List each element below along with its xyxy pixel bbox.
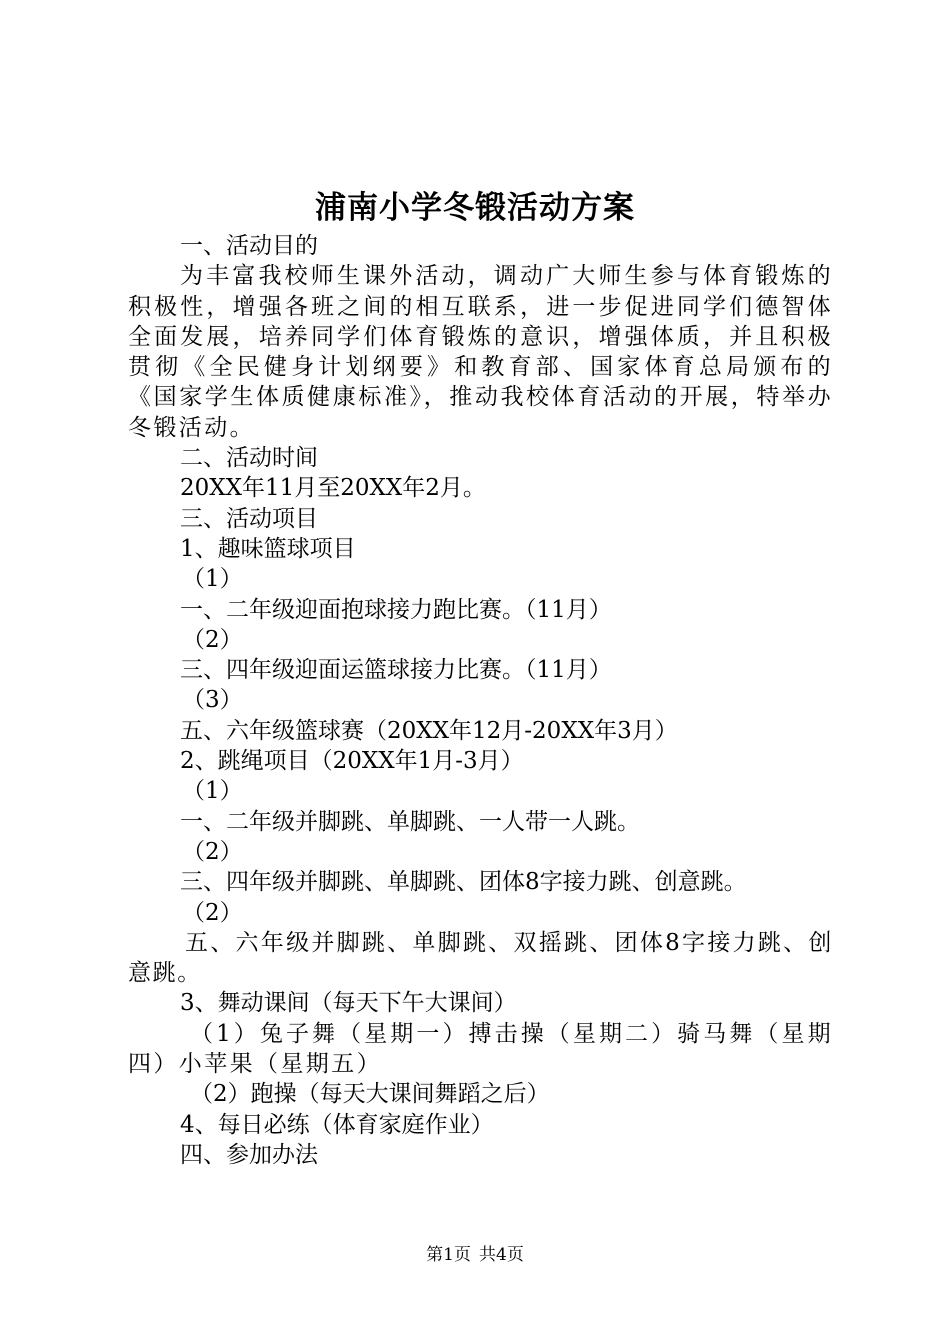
sub-item-text: 三、四年级并脚跳、单脚跳、团体8字接力跳、创意跳。 (180, 869, 747, 896)
page-total: 共4页 (479, 1245, 524, 1265)
item-heading-basketball: 1、趣味篮球项目 (180, 535, 356, 562)
document-body (128, 231, 833, 1170)
item-heading-rope-skipping: 2、跳绳项目（20XX年1月-3月） (180, 748, 524, 775)
sub-item-number: （2） (182, 626, 243, 653)
sub-item-number: （1） (182, 566, 243, 593)
sub-item-text: 一、二年级并脚跳、单脚跳、一人带一人跳。 (180, 808, 640, 835)
sub-item-number: （2） (182, 838, 243, 865)
section-heading-participation: 四、参加办法 (180, 1141, 318, 1168)
section-heading-items: 三、活动项目 (180, 505, 318, 532)
purpose-paragraph: 为丰富我校师生课外活动，调动广大师生参与体育锻炼的积极性，增强各班之间的相互联系，进一步促进同学们德智体全面发展，培养同学们体育锻炼的意识，增强体质，并且积极贯彻《全民健身计划纲要》和教育部、国家体育总局颁布的《国家学生体质健康标准》，推动我校体育活动的开展，特举办冬锻活动。 (128, 263, 833, 441)
dance-schedule-paragraph: （1）兔子舞（星期一）搏击操（星期二）骑马舞（星期四）小苹果（星期五） (128, 1020, 833, 1078)
sub-item-text: 五、六年级篮球赛（20XX年12月-20XX年3月） (180, 717, 678, 744)
sub-item-text: 五、六年级并脚跳、单脚跳、双摇跳、团体8字接力跳、创意跳。 (128, 929, 833, 987)
sub-item-text: 三、四年级迎面运篮球接力比赛。（11月） (180, 657, 612, 684)
item-heading-daily-practice: 4、每日必练（体育家庭作业） (180, 1111, 494, 1138)
document-title: 浦南小学冬锻活动方案 (315, 190, 635, 226)
sub-item-number: （1） (182, 778, 243, 805)
item-heading-dance: 3、舞动课间（每天下午大课间） (180, 990, 517, 1017)
sub-item-text: 一、二年级迎面抱球接力跑比赛。（11月） (180, 596, 612, 623)
sub-item-number: （3） (182, 687, 243, 714)
sub-item-text: （2）跑操（每天大课间舞蹈之后） (190, 1081, 550, 1108)
sub-item-number: （2） (182, 899, 243, 926)
section-heading-time: 二、活动时间 (180, 445, 318, 472)
section-heading-purpose: 一、活动目的 (180, 233, 318, 259)
page-number: 第1页 (426, 1245, 471, 1265)
time-paragraph: 20XX年11月至20XX年2月。 (180, 475, 486, 502)
page-footer (0, 1243, 950, 1267)
